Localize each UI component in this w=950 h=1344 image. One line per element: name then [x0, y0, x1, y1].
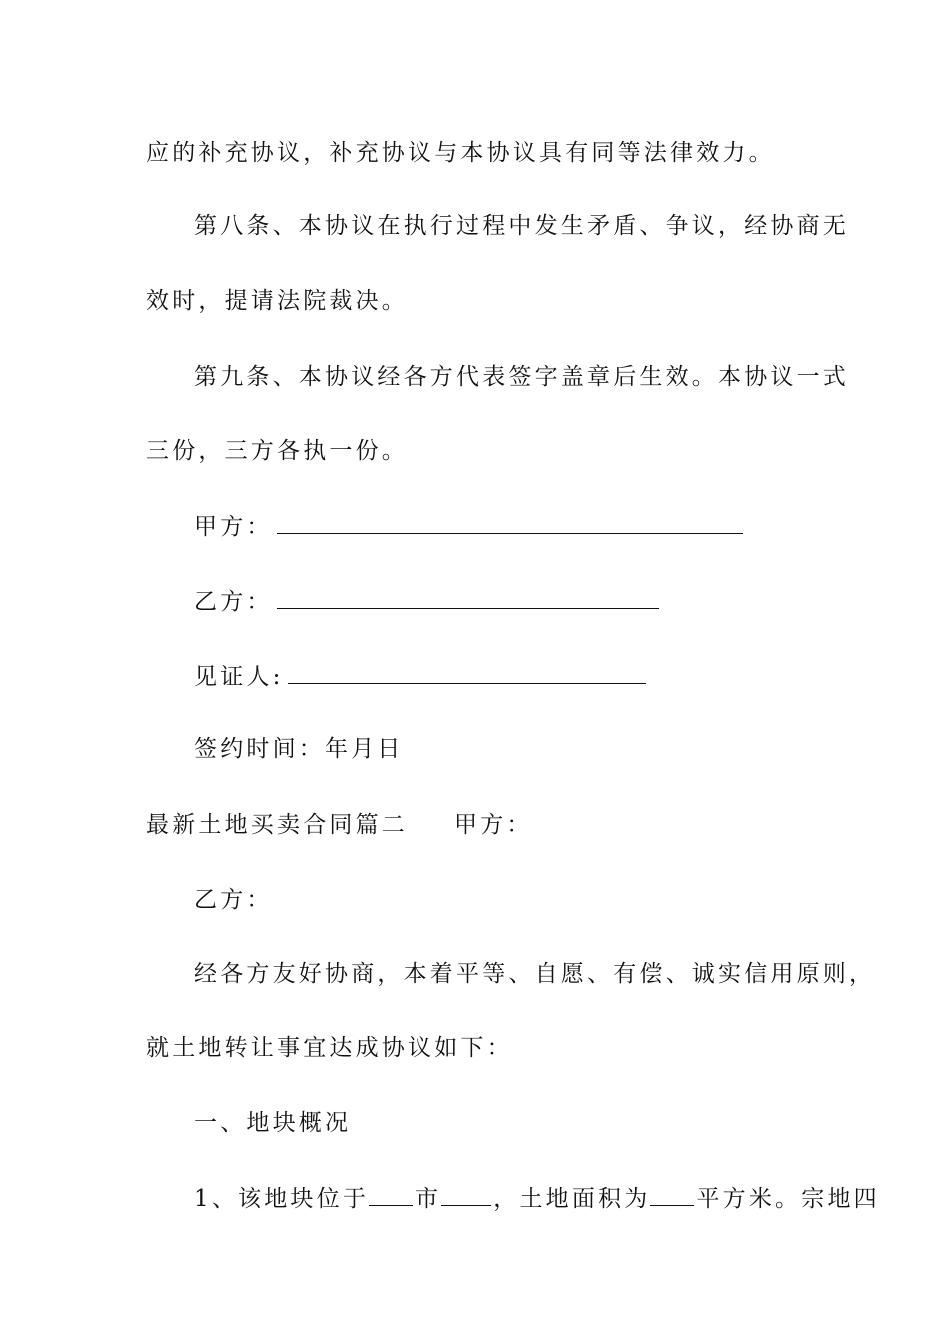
section2-party-b-label: 乙方： [194, 887, 273, 913]
paragraph-line: 应的补充协议，补充协议与本协议具有同等法律效力。 [146, 140, 775, 166]
paragraph-line: 三份，三方各执一份。 [146, 438, 408, 464]
party-a-label: 甲方： [194, 514, 273, 540]
paragraph-line: 效时，提请法院裁决。 [146, 288, 408, 314]
party-a-signature-line [194, 511, 743, 542]
item-text: 平方米。宗地四 [696, 1186, 880, 1212]
witness-signature-line [194, 661, 646, 692]
article-8-line: 第八条、本协议在执行过程中发生矛盾、争议，经协商无 [194, 213, 849, 239]
party-b-label: 乙方： [194, 589, 273, 615]
intro-line: 就土地转让事宜达成协议如下： [146, 1035, 513, 1061]
clause-1-item-1 [194, 1183, 880, 1214]
item-text: 市 [415, 1186, 442, 1212]
witness-label: 见证人: [194, 664, 284, 690]
witness-blank [288, 661, 646, 684]
item-text: ，土地面积为 [493, 1186, 651, 1212]
article-9-line: 第九条、本协议经各方代表签字盖章后生效。本协议一式 [194, 364, 849, 390]
intro-line: 经各方友好协商，本着平等、自愿、有偿、诚实信用原则， [194, 961, 876, 987]
district-blank [441, 1183, 491, 1206]
party-a-blank [277, 511, 743, 534]
section2-heading-line [146, 810, 533, 840]
area-blank [650, 1183, 694, 1206]
city-blank [369, 1183, 413, 1206]
party-b-signature-line [194, 586, 659, 617]
section2-party-a-label: 甲方： [454, 812, 533, 838]
party-b-blank [277, 586, 659, 609]
item-text: 1、该地块位于 [194, 1186, 370, 1212]
sign-date-line: 签约时间：年月日 [194, 736, 404, 762]
clause-1-title: 一、地块概况 [194, 1110, 352, 1136]
section2-heading: 最新土地买卖合同篇二 [146, 812, 408, 838]
